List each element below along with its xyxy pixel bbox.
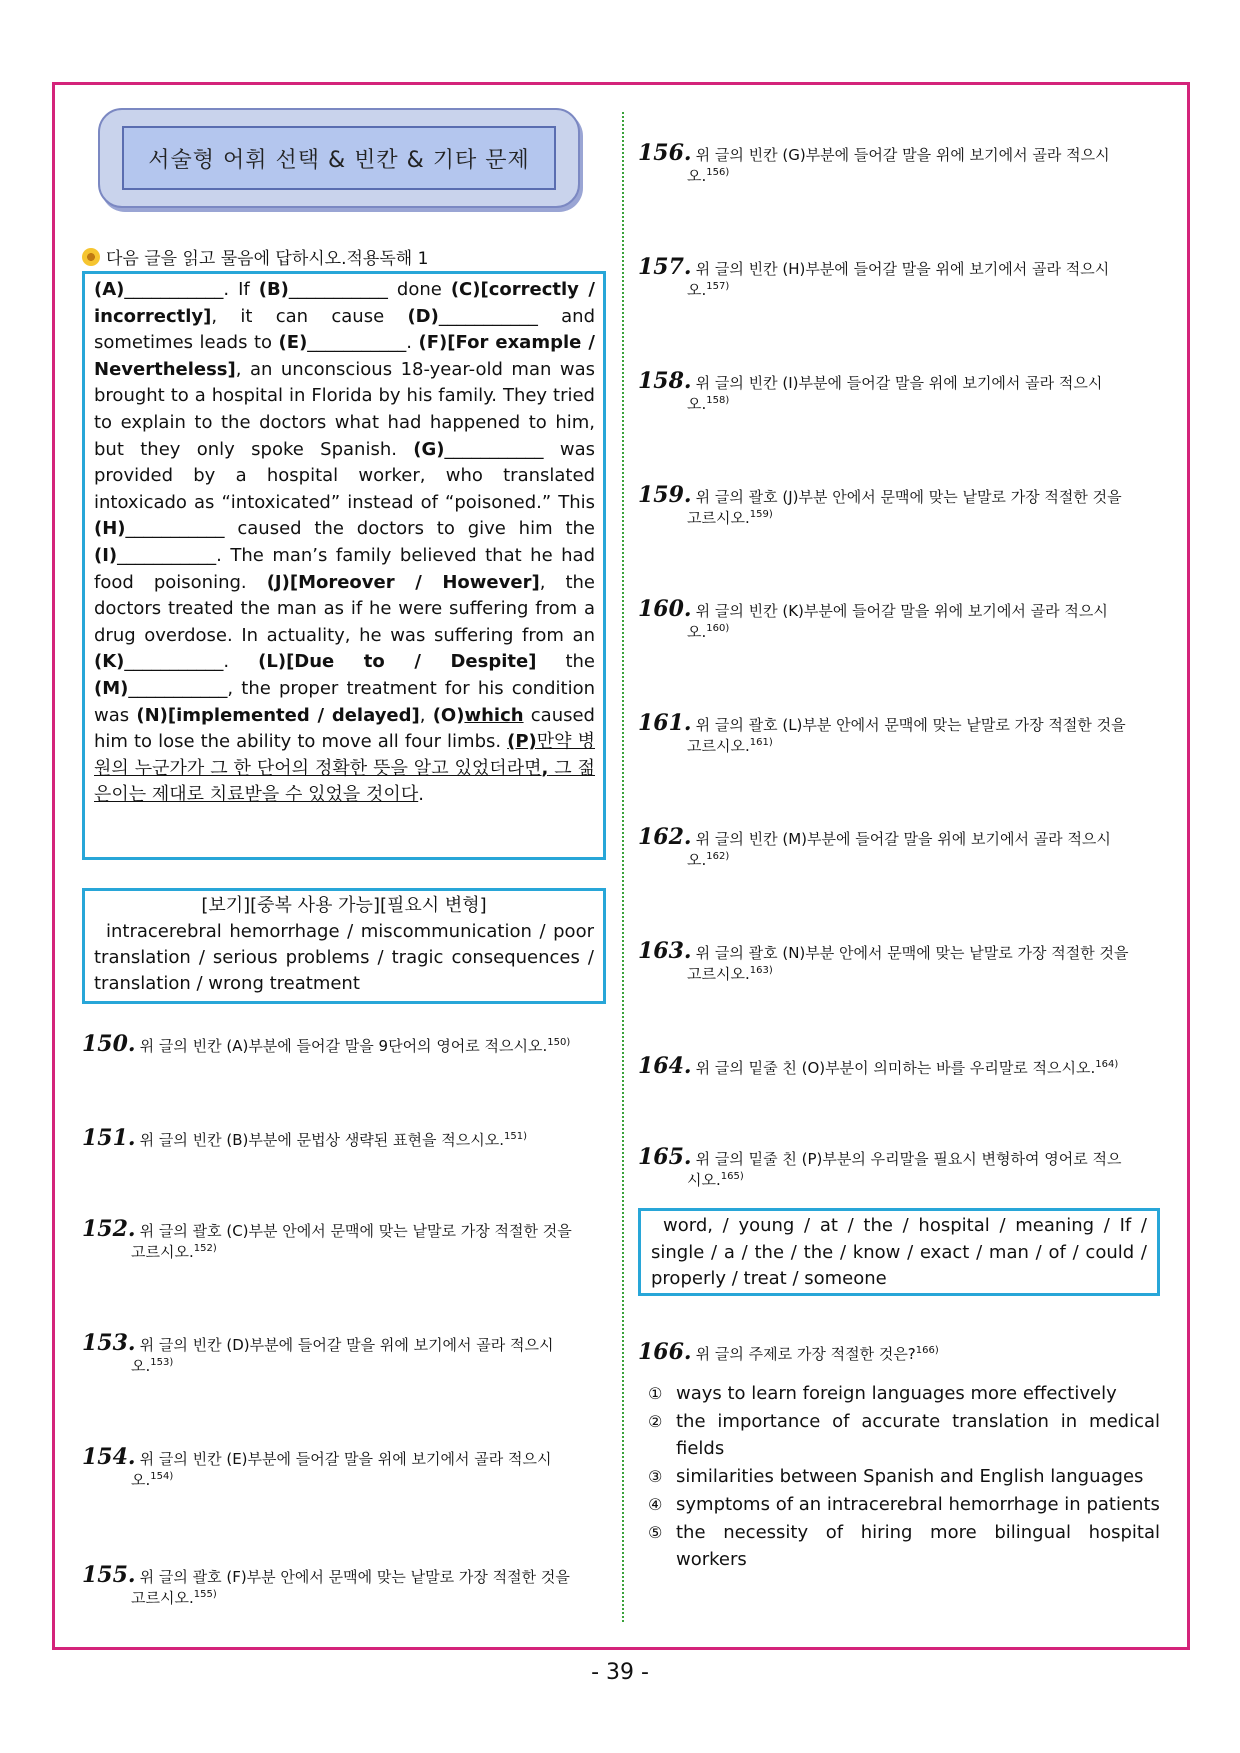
passage-segment: caused him to lose the ability to move all four limbs. xyxy=(94,704,595,753)
question-number: 155. xyxy=(82,1562,136,1588)
passage-segment: ___________. The man’s family believed that he had food poisoning. xyxy=(94,544,595,593)
passage-segment: ___________ was provided by a hospital worker, who translated intoxicado as “intoxicated” instead of “poisoned.” This xyxy=(94,438,595,513)
question-text-continued xyxy=(82,1352,612,1377)
instruction-text: 다음 글을 읽고 물음에 답하시오.적용독해 1 xyxy=(106,249,429,269)
instruction xyxy=(82,244,428,269)
passage-segment: (D) xyxy=(407,305,439,327)
passage-segment: (G) xyxy=(413,438,445,460)
footnote-ref: 150) xyxy=(547,1037,571,1048)
passage-segment: 만약 병원의 누군가가 그 한 단어의 정확한 뜻을 알고 있었더라면 xyxy=(94,731,595,779)
question-number: 151. xyxy=(82,1125,136,1151)
question-text: 위 글의 주제로 가장 적절한 것은? xyxy=(695,1345,916,1363)
passage-segment: ___________ caused the doctors to give him the xyxy=(125,518,595,540)
question-text: 위 글의 빈칸 (M)부분에 들어갈 말을 위에 보기에서 골라 적으시 xyxy=(695,830,1111,848)
question-text: 위 글의 괄호 (J)부분 안에서 문맥에 맞는 낱말로 가장 적절한 것을 xyxy=(695,488,1122,506)
question-text: 위 글의 밑줄 친 (P)부분의 우리말을 필요시 변형하여 영어로 적으 xyxy=(695,1150,1122,1168)
option-mark: ⑤ xyxy=(648,1522,663,1542)
question-162 xyxy=(638,826,1168,871)
option-text: the necessity of hiring more bilingual hospital workers xyxy=(676,1521,1160,1571)
footnote-ref: 156) xyxy=(706,167,730,178)
passage-segment: (L)[Due to / Despite] xyxy=(258,651,537,673)
question-number: 164. xyxy=(638,1053,692,1079)
word-bank-box xyxy=(82,888,606,1004)
question-text-continued xyxy=(82,1466,612,1491)
question-number: 158. xyxy=(638,368,692,394)
question-text-continued xyxy=(638,276,1168,301)
question-text: 위 글의 빈칸 (I)부분에 들어갈 말을 위에 보기에서 골라 적으시 xyxy=(695,374,1103,392)
footnote-ref: 161) xyxy=(749,737,773,748)
passage-segment: (K) xyxy=(94,651,125,673)
question-number: 157. xyxy=(638,254,692,280)
passage-segment: ___________. xyxy=(124,651,259,673)
option-text: symptoms of an intracerebral hemorrhage in patients xyxy=(676,1493,1160,1515)
option-mark: ③ xyxy=(648,1467,663,1487)
question-150 xyxy=(82,1032,612,1057)
passage-segment: the xyxy=(536,651,595,673)
footnote-ref: 153) xyxy=(150,1357,174,1368)
footnote-ref: 158) xyxy=(706,395,730,406)
passage-segment: , the doctors treated the man as if he were suffering from a drug overdose. In actuality, he was suffering from an xyxy=(94,571,595,646)
option-1[interactable] xyxy=(648,1380,1160,1408)
passage-segment: , xyxy=(541,757,549,779)
option-3[interactable] xyxy=(648,1463,1160,1491)
question-text-continued xyxy=(638,390,1168,415)
question-text-tail: 고르시오. xyxy=(687,737,750,755)
question-157 xyxy=(638,256,1168,301)
passage-segment: , it can cause xyxy=(211,305,408,327)
question-161 xyxy=(638,712,1168,757)
question-text-tail: 오. xyxy=(687,281,707,299)
title-banner xyxy=(98,108,580,208)
question-text-continued xyxy=(638,960,1168,985)
question-160 xyxy=(638,598,1168,643)
passage-segment: 그 젊은이는 제대로 치료받을 수 있었을 것이다 xyxy=(94,757,595,806)
question-152 xyxy=(82,1218,612,1263)
question-text-tail: 오. xyxy=(131,1471,151,1489)
question-text: 위 글의 빈칸 (A)부분에 들어갈 말을 9단어의 영어로 적으시오. xyxy=(139,1037,548,1055)
passage-segment: (N)[implemented / delayed] xyxy=(136,704,420,726)
footnote-ref: 160) xyxy=(706,623,730,634)
passage-segment: , xyxy=(419,704,433,726)
passage-segment: . xyxy=(418,784,424,806)
question-number: 161. xyxy=(638,710,692,736)
option-mark: ④ xyxy=(648,1494,663,1514)
question-165 xyxy=(638,1146,1168,1191)
question-text-tail: 오. xyxy=(131,1357,151,1375)
question-number: 154. xyxy=(82,1444,136,1470)
passage-segment: , an unconscious 18-year-old man was brought to a hospital in Florida by his family. They tried to explain to the doctors what had happened to him, but they only spoke Spanish. xyxy=(94,358,595,460)
question-number: 153. xyxy=(82,1330,136,1356)
question-text-tail: 고르시오. xyxy=(687,509,750,527)
question-text: 위 글의 괄호 (F)부분 안에서 문맥에 맞는 낱말로 가장 적절한 것을 xyxy=(139,1568,570,1586)
footnote-ref: 163) xyxy=(749,965,773,976)
question-text-continued xyxy=(638,732,1168,757)
passage-segment: (C)[correctly / incorrectly] xyxy=(94,279,595,327)
question-text-continued xyxy=(638,1166,1168,1191)
footnote-ref: 159) xyxy=(749,509,773,520)
question-156 xyxy=(638,142,1168,187)
footnote-ref: 162) xyxy=(706,851,730,862)
option-2[interactable] xyxy=(648,1408,1160,1463)
question-159 xyxy=(638,484,1168,529)
passage-box xyxy=(82,271,606,860)
question-151 xyxy=(82,1126,612,1151)
question-text-continued xyxy=(638,618,1168,643)
option-text: ways to learn foreign languages more effectively xyxy=(676,1383,1117,1404)
footnote-ref: 152) xyxy=(193,1243,217,1254)
question-text-tail: 오. xyxy=(687,395,707,413)
option-mark: ① xyxy=(648,1384,663,1403)
question-number: 166. xyxy=(638,1339,692,1365)
passage-segment: ___________, the proper treatment for his condition was xyxy=(94,677,595,726)
word-bank-title: [보기][중복 사용 가능][필요시 변형] xyxy=(201,895,487,916)
question-text: 위 글의 빈칸 (E)부분에 들어갈 말을 위에 보기에서 골라 적으시 xyxy=(139,1450,552,1468)
page-number: - 39 - xyxy=(591,1660,649,1685)
passage-segment: (P) xyxy=(507,731,537,753)
scramble-word-box: word, / young / at / the / hospital / meaning / If / single / a / the / the / know / exact / man / of / could / properly / treat / someone xyxy=(638,1208,1160,1296)
passage-segment: which xyxy=(464,704,524,726)
footnote-ref: 154) xyxy=(150,1471,174,1482)
question-number: 152. xyxy=(82,1216,136,1242)
question-text: 위 글의 빈칸 (K)부분에 들어갈 말을 위에 보기에서 골라 적으시 xyxy=(695,602,1108,620)
passage-segment: (I) xyxy=(94,544,118,566)
question-text: 위 글의 빈칸 (B)부분에 문법상 생략된 표현을 적으시오. xyxy=(139,1131,505,1149)
passage-segment: ___________. If xyxy=(124,279,259,300)
question-number: 163. xyxy=(638,938,692,964)
passage-segment: (J)[Moreover / However] xyxy=(266,571,540,593)
question-text-continued xyxy=(638,162,1168,187)
footnote-ref: 165) xyxy=(720,1171,744,1182)
passage-segment: ___________ done xyxy=(288,279,451,300)
question-text-continued xyxy=(82,1584,612,1609)
passage-segment: (A) xyxy=(94,279,125,300)
question-text: 위 글의 빈칸 (H)부분에 들어갈 말을 위에 보기에서 골라 적으시 xyxy=(695,260,1110,278)
passage-segment: ___________. xyxy=(307,332,419,354)
question-text-tail: 오. xyxy=(687,167,707,185)
passage-segment: (E) xyxy=(278,332,308,354)
question-text: 위 글의 괄호 (N)부분 안에서 문맥에 맞는 낱말로 가장 적절한 것을 xyxy=(695,944,1129,962)
column-divider xyxy=(622,112,624,1622)
footnote-ref: 157) xyxy=(706,281,730,292)
question-155 xyxy=(82,1564,612,1609)
passage-segment: (F)[For example / Nevertheless] xyxy=(94,332,595,380)
flower-icon xyxy=(82,248,100,266)
section-title: 서술형 어휘 선택 & 빈칸 & 기타 문제 xyxy=(148,147,530,173)
footnote-ref: 155) xyxy=(193,1589,217,1600)
question-text: 위 글의 빈칸 (D)부분에 들어갈 말을 위에 보기에서 골라 적으시 xyxy=(139,1336,554,1354)
option-text: similarities between Spanish and English languages xyxy=(676,1466,1144,1488)
passage-segment: (M) xyxy=(94,677,129,699)
question-158 xyxy=(638,370,1168,415)
question-text-continued xyxy=(82,1238,612,1263)
passage-segment: (O) xyxy=(432,704,465,726)
word-bank-words: intracerebral hemorrhage / miscommunication / poor translation / serious problems / tragic consequences / translation / wrong treatment xyxy=(94,921,594,994)
question-number: 160. xyxy=(638,596,692,622)
footnote-ref: 151) xyxy=(504,1131,528,1142)
question-text-tail: 고르시오. xyxy=(687,965,750,983)
footnote-ref: 164) xyxy=(1095,1059,1119,1070)
question-153 xyxy=(82,1332,612,1377)
question-text-tail: 고르시오. xyxy=(131,1589,194,1607)
question-166 xyxy=(638,1340,1168,1365)
question-text-tail: 시오. xyxy=(687,1171,721,1189)
question-text: 위 글의 괄호 (C)부분 안에서 문맥에 맞는 낱말로 가장 적절한 것을 xyxy=(139,1222,572,1240)
question-number: 159. xyxy=(638,482,692,508)
question-text: 위 글의 밑줄 친 (O)부분이 의미하는 바를 우리말로 적으시오. xyxy=(695,1059,1096,1077)
question-163 xyxy=(638,940,1168,985)
question-text: 위 글의 괄호 (L)부분 안에서 문맥에 맞는 낱말로 가장 적절한 것을 xyxy=(695,716,1126,734)
question-number: 165. xyxy=(638,1144,692,1170)
passage-segment: ___________ and sometimes leads to xyxy=(94,305,595,354)
option-5[interactable] xyxy=(648,1519,1160,1574)
question-number: 156. xyxy=(638,140,692,166)
question-text-tail: 고르시오. xyxy=(131,1243,194,1261)
option-mark: ② xyxy=(648,1411,663,1431)
question-text-tail: 오. xyxy=(687,623,707,641)
question-text-tail: 오. xyxy=(687,851,707,869)
question-text-continued xyxy=(638,504,1168,529)
question-text: 위 글의 빈칸 (G)부분에 들어갈 말을 위에 보기에서 골라 적으시 xyxy=(695,146,1110,164)
question-164 xyxy=(638,1054,1168,1079)
option-text: the importance of accurate translation in medical fields xyxy=(676,1410,1160,1460)
question-text-continued xyxy=(638,846,1168,871)
option-4[interactable] xyxy=(648,1491,1160,1519)
footnote-ref: 166) xyxy=(915,1345,939,1356)
question-154 xyxy=(82,1446,612,1491)
question-number: 162. xyxy=(638,824,692,850)
passage-segment: (B) xyxy=(258,279,289,300)
question-number: 150. xyxy=(82,1031,136,1057)
passage-segment: (H) xyxy=(94,518,126,540)
answer-options xyxy=(648,1380,1160,1574)
title-banner-inner xyxy=(122,126,556,190)
